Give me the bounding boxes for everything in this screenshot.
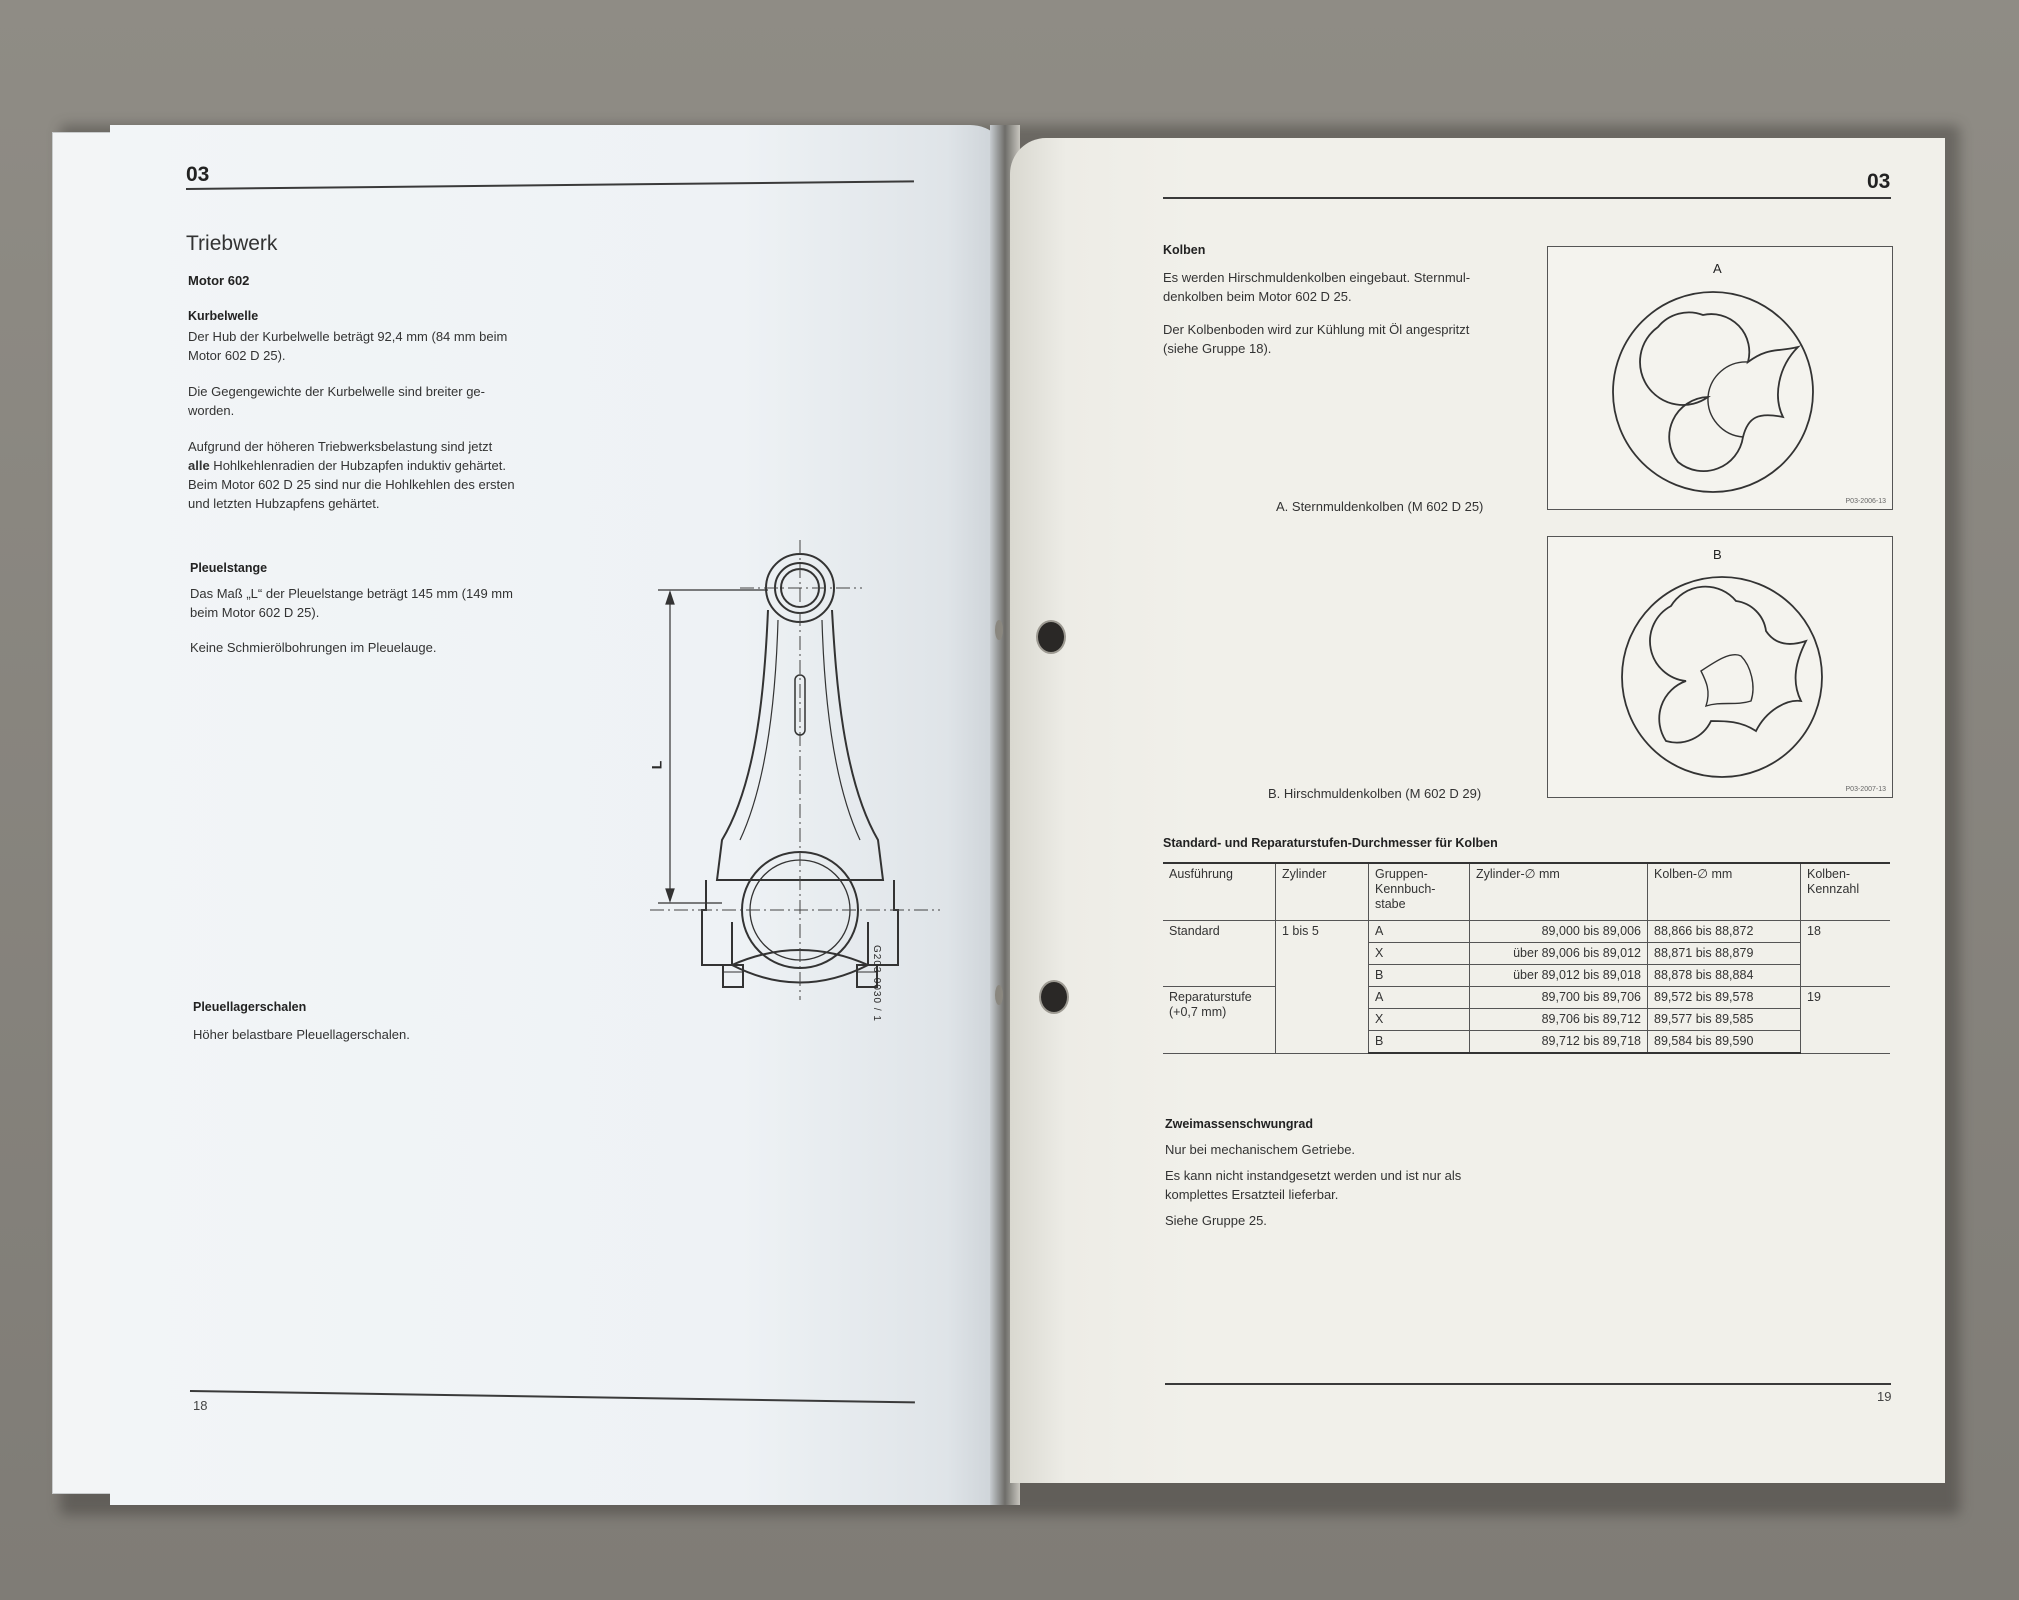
kolben-p1 [1163,268,1470,306]
kurbelwelle-p1 [188,327,507,365]
pleuellager-p1: Höher belastbare Pleuellagerschalen. [193,1027,410,1042]
pleuelstange-heading: Pleuelstange [190,561,268,575]
text-line: Motor 602 D 25). [188,348,286,363]
text-line: Das Maß „L“ der Pleuelstange beträgt 145 mm (149 mm [190,586,513,601]
group-letter: A [1369,987,1470,1009]
col-zylinder-d: Zylinder-∅ mm [1470,863,1648,921]
header-line: Gruppen- [1375,867,1428,881]
table-header-row [1163,863,1890,921]
text-line: Es kann nicht instandgesetzt werden und ist nur als [1165,1168,1462,1183]
kurbelwelle-p3 [188,437,515,513]
col-kolben-d: Kolben-∅ mm [1648,863,1801,921]
label-line: (+0,7 mm) [1169,1005,1227,1019]
figure-b-caption: B. Hirschmuldenkolben (M 602 D 29) [1268,786,1482,801]
group-letter: X [1369,943,1470,965]
figure-a-code: P03-2006-13 [1845,498,1886,505]
right-page-number: 19 [1877,1389,1892,1404]
binder-hole [1036,620,1066,654]
header-line: stabe [1375,897,1406,911]
text-line: beim Motor 602 D 25). [190,605,320,620]
label-line: Reparaturstufe [1169,990,1252,1004]
binder-hole [1039,980,1069,1014]
kolben-diameter: 88,878 bis 88,884 [1648,965,1801,987]
zylinder-diameter: über 89,012 bis 89,018 [1470,965,1648,987]
text-line: und letzten Hubzapfens gehärtet. [188,496,380,511]
figure-b-code: P03-2007-13 [1845,786,1886,793]
kennzahl-standard: 18 [1801,921,1891,987]
kolben-diameter: 88,871 bis 88,879 [1648,943,1801,965]
figure-a-box [1547,246,1893,510]
header-line: Kennbuch- [1375,882,1436,896]
section-title: Triebwerk [186,232,278,255]
group-letter: A [1369,921,1470,943]
star-bowl-piston-drawing [1608,287,1818,497]
text-line: Es werden Hirschmuldenkolben eingebaut. Sternmul- [1163,270,1471,285]
kolben-diameter: 89,584 bis 89,590 [1648,1031,1801,1054]
piston-diameter-table [1163,862,1890,1054]
left-page-number: 18 [193,1398,208,1413]
right-header-rule [1163,197,1891,199]
text-line: komplettes Ersatzteil lieferbar. [1165,1187,1339,1202]
text-line [188,456,515,475]
header-line: Kolben- [1807,867,1851,881]
text-line: Aufgrund der höheren Triebwerksbelastung sind jetzt [188,439,493,454]
zylinder-diameter: 89,706 bis 89,712 [1470,1009,1648,1031]
group-letter: B [1369,965,1470,987]
text-span: Hohlkehlenradien der Hubzapfen induktiv gehärtet. [209,458,506,473]
text-line: Der Kolbenboden wird zur Kühlung mit Öl angespritzt [1163,322,1470,337]
binder-hole-edge [995,985,1003,1005]
kurbelwelle-p2 [188,382,485,420]
figure-a-letter: A [1713,261,1722,276]
col-ausfuehrung: Ausführung [1163,863,1276,921]
right-header-number: 03 [1867,170,1891,193]
figure-b-letter: B [1713,547,1722,562]
dimension-label-l: L [648,760,665,770]
col-zylinder: Zylinder [1276,863,1369,921]
zweimassen-heading: Zweimassenschwungrad [1165,1117,1313,1131]
right-footer-rule [1165,1383,1891,1385]
connecting-rod-drawing [640,540,940,1000]
deer-bowl-piston-drawing [1616,571,1828,783]
zweimassen-p3: Siehe Gruppe 25. [1165,1213,1267,1228]
kolben-diameter: 88,866 bis 88,872 [1648,921,1801,943]
kurbelwelle-heading: Kurbelwelle [188,309,259,323]
kennzahl-reparatur: 19 [1801,987,1891,1054]
zylinder-diameter: 89,700 bis 89,706 [1470,987,1648,1009]
zylinder-diameter: 89,000 bis 89,006 [1470,921,1648,943]
figure-a-caption: A. Sternmuldenkolben (M 602 D 25) [1276,499,1484,514]
text-line: Beim Motor 602 D 25 sind nur die Hohlkehlen des ersten [188,477,515,492]
header-line: Kennzahl [1807,882,1860,896]
zylinder-diameter: 89,712 bis 89,718 [1470,1031,1648,1054]
group-letter: X [1369,1009,1470,1031]
kolben-diameter: 89,577 bis 89,585 [1648,1009,1801,1031]
engine-subtitle: Motor 602 [188,273,250,288]
reparatur-label [1163,987,1276,1054]
figure-b-box [1547,536,1893,798]
figure-code: G203-0030 / 1 [871,945,882,1022]
kolben-diameter: 89,572 bis 89,578 [1648,987,1801,1009]
text-line: worden. [188,403,235,418]
pleuelstange-p2: Keine Schmierölbohrungen im Pleuelauge. [190,640,437,655]
bold-word: alle [188,458,210,473]
zweimassen-p2 [1165,1166,1461,1204]
standard-label: Standard [1163,921,1276,987]
binder-hole-edge [995,620,1003,640]
col-kennzahl [1801,863,1891,921]
zylinder-range: 1 bis 5 [1276,921,1369,1054]
text-line: Der Hub der Kurbelwelle beträgt 92,4 mm (84 mm beim [188,329,508,344]
kolben-p2 [1163,320,1469,358]
zylinder-diameter: über 89,006 bis 89,012 [1470,943,1648,965]
group-letter: B [1369,1031,1470,1054]
text-line: (siehe Gruppe 18). [1163,341,1272,356]
table-title: Standard- und Reparaturstufen-Durchmesser für Kolben [1163,836,1498,850]
text-line: Die Gegengewichte der Kurbelwelle sind breiter ge- [188,384,485,399]
pleuelstange-p1 [190,584,513,622]
left-header-number: 03 [186,163,210,186]
col-gruppen [1369,863,1470,921]
text-line: denkolben beim Motor 602 D 25. [1163,289,1352,304]
zweimassen-p1: Nur bei mechanischem Getriebe. [1165,1142,1356,1157]
pleuellager-heading: Pleuellagerschalen [193,1000,307,1014]
table-row [1163,921,1890,943]
table-row [1163,987,1890,1009]
kolben-heading: Kolben [1163,243,1206,257]
